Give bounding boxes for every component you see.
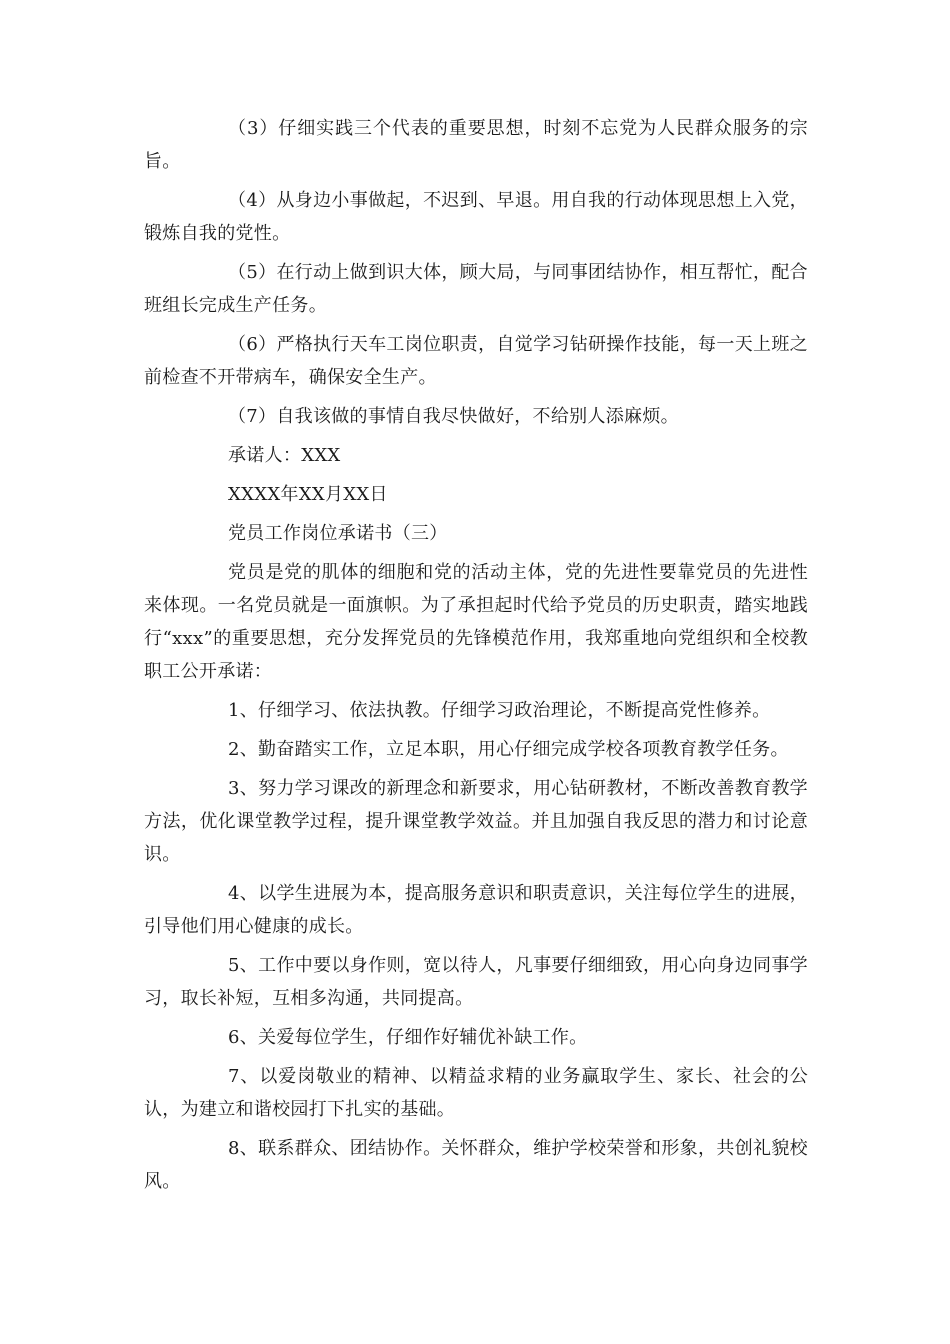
pledge-item-8: 8、联系群众、团结协作。关怀群众，维护学校荣誉和形象，共创礼貌校风。: [144, 1138, 808, 1192]
document-body: [144, 112, 808, 1204]
commitment-item-3: （3）仔细实践三个代表的重要思想，时刻不忘党为人民群众服务的宗旨。: [144, 118, 808, 172]
date-line: XXXX年XX月XX日: [228, 484, 388, 505]
section-title: 党员工作岗位承诺书（三）: [228, 523, 448, 544]
commitment-item-5: （5）在行动上做到识大体，顾大局，与同事团结协作，相互帮忙，配合班组长完成生产任务。: [144, 262, 808, 316]
pledge-item-6: 6、关爱每位学生，仔细作好辅优补缺工作。: [228, 1027, 588, 1048]
pledge-item-2: 2、勤奋踏实工作，立足本职，用心仔细完成学校各项教育教学任务。: [228, 739, 789, 760]
intro-paragraph: 党员是党的肌体的细胞和党的活动主体，党的先进性要靠党员的先进性来体现。一名党员就是一面旗帜。为了承担起时代给予党员的历史职责，踏实地践行“xxx”的重要思想，充分发挥党员的先锋模范作用，我郑重地向党组织和全校教职工公开承诺：: [144, 562, 808, 682]
pledge-item-5: 5、工作中要以身作则，宽以待人，凡事要仔细细致，用心向身边同事学习，取长补短，互相多沟通，共同提高。: [144, 955, 808, 1009]
commitment-item-4: （4）从身边小事做起，不迟到、早退。用自我的行动体现思想上入党，锻炼自我的党性。: [144, 190, 808, 244]
pledge-item-7: 7、以爱岗敬业的精神、以精益求精的业务赢取学生、家长、社会的公认，为建立和谐校园打下扎实的基础。: [144, 1066, 808, 1120]
pledge-item-4: 4、以学生进展为本，提高服务意识和职责意识，关注每位学生的进展，引导他们用心健康的成长。: [144, 883, 808, 937]
commitment-item-7: （7）自我该做的事情自我尽快做好，不给别人添麻烦。: [228, 406, 679, 427]
pledge-item-3: 3、努力学习课改的新理念和新要求，用心钻研教材，不断改善教育教学方法，优化课堂教学过程，提升课堂教学效益。并且加强自我反思的潜力和讨论意识。: [144, 778, 808, 865]
pledge-item-1: 1、仔细学习、依法执教。仔细学习政治理论，不断提高党性修养。: [228, 700, 771, 721]
signer-line: 承诺人：XXX: [228, 445, 341, 466]
commitment-item-6: （6）严格执行天车工岗位职责，自觉学习钻研操作技能，每一天上班之前检查不开带病车，确保安全生产。: [144, 334, 808, 388]
